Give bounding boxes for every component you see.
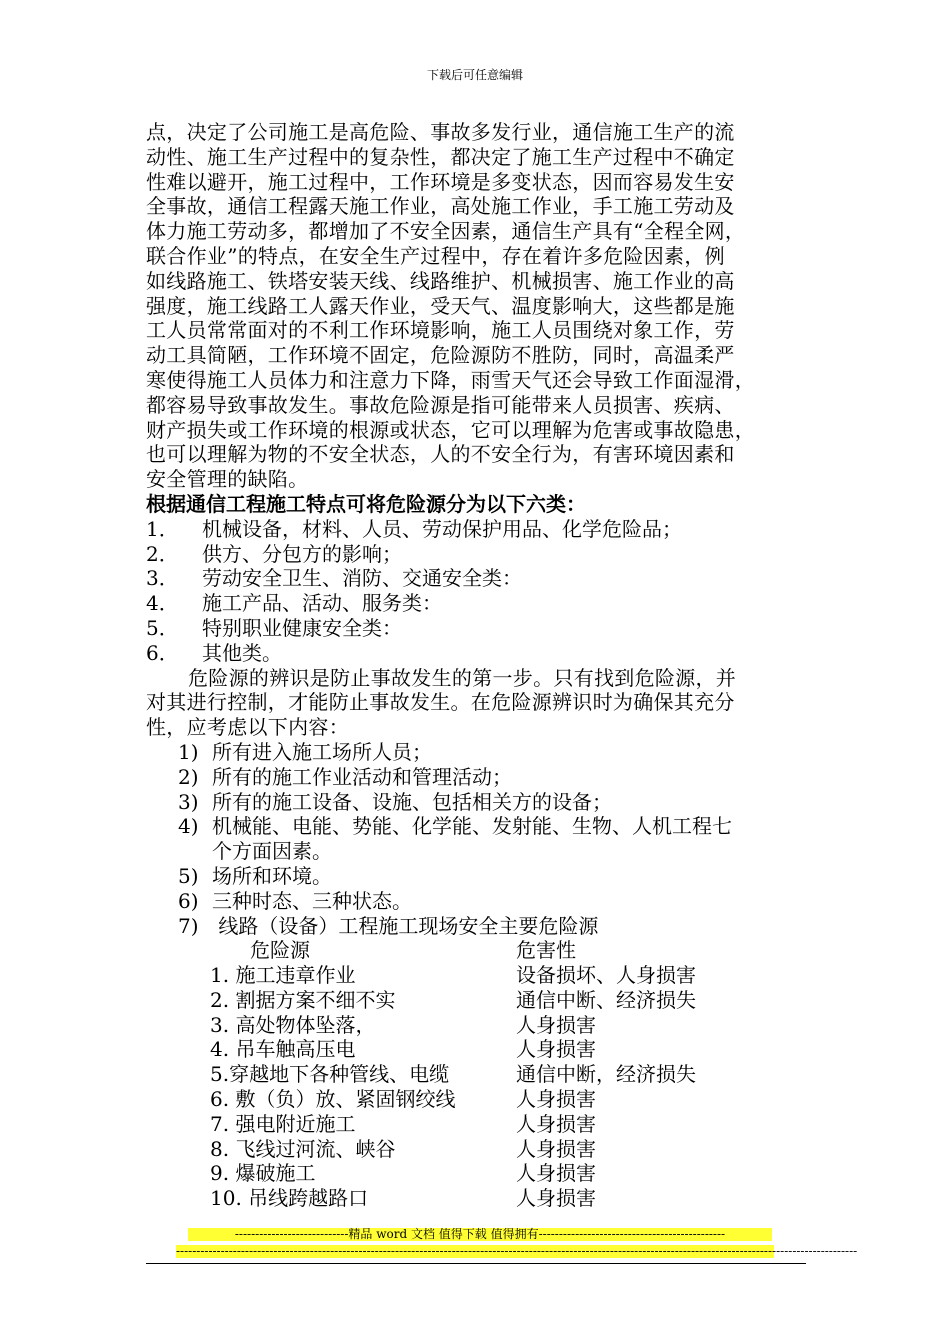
category-item: [146, 542, 818, 567]
page-header: 下载后可任意编辑: [426, 68, 523, 82]
category-number: 4．: [146, 591, 179, 616]
hazard-row: [210, 1112, 696, 1137]
identify-line: 危险源的辨识是防止事故发生的第一步。只有找到危险源，并: [188, 665, 737, 690]
consideration-number: 4): [178, 814, 199, 839]
category-item: [146, 517, 818, 542]
consideration-number: 6): [178, 888, 199, 913]
consideration-number: 1): [178, 739, 199, 764]
hazard-row: [210, 1161, 696, 1186]
hazard-source: 4. 吊车触高压电: [210, 1037, 356, 1062]
hazard-source: 3. 高处物体坠落，: [210, 1012, 376, 1037]
identify-line: 对其进行控制，才能防止事故发生。在危险源辨识时为确保其充分: [146, 690, 735, 715]
consideration-text: 所有的施工设备、设施、包括相关方的设备；: [212, 789, 612, 814]
hazard-row: [210, 1186, 696, 1211]
category-text: 其他类。: [202, 640, 282, 665]
consideration-number: 2): [178, 764, 199, 789]
intro-line: 安全管理的缺陷。: [146, 467, 309, 492]
hazard-row: [210, 1062, 696, 1087]
identify-line: 性，应考虑以下内容：: [146, 715, 349, 740]
consideration-text: 所有进入施工场所人员；: [212, 739, 432, 764]
consideration-text: 线路（设备）工程施工现场安全主要危险源: [212, 913, 599, 938]
intro-line: 都容易导致事故发生。事故危险源是指可能带来人员损害、疾病、: [146, 392, 735, 417]
hazard-source: 9. 爆破施工: [210, 1161, 316, 1186]
consideration-item: [178, 814, 818, 839]
consideration-item: [178, 864, 818, 889]
consideration-item: [178, 765, 818, 790]
hazard-source: 10. 吊线跨越路口: [210, 1186, 369, 1211]
intro-line: 全事故，通信工程露天施工作业，高处施工作业，手工施工劳动及: [146, 194, 735, 219]
hazard-source: 5.穿越地下各种管线、电缆: [210, 1062, 450, 1087]
consideration-text: 三种时态、三种状态。: [212, 888, 412, 913]
intro-line: 性难以避开，施工过程中，工作环境是多变状态，因而容易发生安: [146, 169, 735, 194]
hazard-harm: 人身损害: [516, 1037, 596, 1062]
hazard-source: 6. 敷（负）放、紧固钢绞线: [210, 1087, 456, 1112]
hazard-row: [210, 1037, 696, 1062]
hazard-row: [210, 988, 696, 1013]
intro-line: 动性、施工生产过程中的复杂性，都决定了施工生产过程中不确定: [146, 144, 735, 169]
category-item: [146, 616, 818, 641]
six-categories-list: [146, 517, 818, 666]
intro-line: 体力施工劳动多，都增加了不安全因素，通信生产具有“全程全网，: [146, 219, 746, 244]
intro-paragraph: [146, 120, 818, 492]
document-body: [146, 120, 818, 1211]
footer-line-2: ------------------------------------------------------------------------------------------------------------------------------------------------------------------------: [176, 1244, 858, 1258]
consideration-item: [178, 889, 818, 914]
category-text: 机械设备，材料、人员、劳动保护用品、化学危险品；: [202, 516, 682, 541]
consideration-number: 7): [178, 913, 199, 938]
hazard-table-header: [210, 938, 696, 963]
header-source: 危险源: [250, 938, 310, 963]
footer-line-1: ----------------------------精品 word 文档 值得下载 值得拥有----------------------------------------------: [188, 1228, 772, 1241]
intro-line: 寒使得施工人员体力和注意力下降，雨雪天气还会导致工作面湿滑，: [146, 367, 755, 392]
consideration-item: [178, 914, 818, 939]
identification-paragraph: [146, 666, 818, 740]
category-number: 3．: [146, 566, 179, 591]
intro-line: 工人员常常面对的不利工作环境影响，施工人员围绕对象工作，劳: [146, 318, 735, 343]
hazard-harm: 人身损害: [516, 1087, 596, 1112]
hazard-row: [210, 1013, 696, 1038]
consideration-continuation: 个方面因素。: [212, 839, 332, 864]
hazard-source: 1. 施工违章作业: [210, 963, 356, 988]
intro-line: 也可以理解为物的不安全状态，人的不安全行为，有害环境因素和: [146, 442, 735, 467]
intro-line: 动工具简陋，工作环境不固定，危险源防不胜防，同时，高温柔严: [146, 343, 735, 368]
category-item: [146, 641, 818, 666]
category-number: 1．: [146, 516, 179, 541]
intro-line: 联合作业”的特点，在安全生产过程中，存在着许多危险因素，例: [146, 243, 725, 268]
consideration-text: 场所和环境。: [212, 863, 332, 888]
category-number: 6．: [146, 640, 179, 665]
consideration-number: 3): [178, 789, 199, 814]
hazard-harm: 设备损坏、人身损害: [516, 963, 696, 988]
category-item: [146, 591, 818, 616]
category-item: [146, 566, 818, 591]
consideration-item: [178, 740, 818, 765]
consideration-text: 所有的施工作业活动和管理活动；: [212, 764, 512, 789]
intro-line: 如线路施工、铁塔安装天线、线路维护、机械损害、施工作业的高: [146, 268, 735, 293]
hazard-harm: 通信中断、经济损失: [516, 987, 696, 1012]
hazard-source: 2. 割据方案不细不实: [210, 987, 396, 1012]
consideration-item: [178, 790, 818, 815]
hazard-harm: 人身损害: [516, 1012, 596, 1037]
category-number: 2．: [146, 541, 179, 566]
category-text: 施工产品、活动、服务类：: [202, 591, 442, 616]
footer-rule: [146, 1263, 806, 1264]
hazard-harm: 人身损害: [516, 1186, 596, 1211]
hazard-table: [210, 938, 696, 1211]
intro-line: 强度，施工线路工人露天作业，受天气、温度影响大，这些都是施: [146, 293, 735, 318]
consideration-number: 5): [178, 863, 199, 888]
hazard-harm: 人身损害: [516, 1161, 596, 1186]
hazard-row: [210, 1137, 696, 1162]
hazard-harm: 通信中断，经济损失: [516, 1062, 696, 1087]
hazard-source: 7. 强电附近施工: [210, 1111, 356, 1136]
header-harm: 危害性: [516, 938, 576, 963]
considerations-list: [146, 740, 818, 938]
intro-line: 点，决定了公司施工是高危险、事故多发行业，通信施工生产的流: [146, 120, 735, 144]
hazard-row: [210, 963, 696, 988]
hazard-harm: 人身损害: [516, 1111, 596, 1136]
hazard-row: [210, 1087, 696, 1112]
category-text: 特别职业健康安全类：: [202, 615, 402, 640]
hazard-source: 8. 飞线过河流、峡谷: [210, 1136, 396, 1161]
hazard-harm: 人身损害: [516, 1136, 596, 1161]
section-heading: 根据通信工程施工特点可将危险源分为以下六类：: [146, 491, 586, 516]
consideration-text: 机械能、电能、势能、化学能、发射能、生物、人机工程七: [212, 814, 732, 839]
intro-line: 财产损失或工作环境的根源或状态，它可以理解为危害或事故隐患，: [146, 417, 755, 442]
category-text: 劳动安全卫生、消防、交通安全类：: [202, 566, 522, 591]
category-text: 供方、分包方的影响；: [202, 541, 402, 566]
category-number: 5．: [146, 615, 179, 640]
